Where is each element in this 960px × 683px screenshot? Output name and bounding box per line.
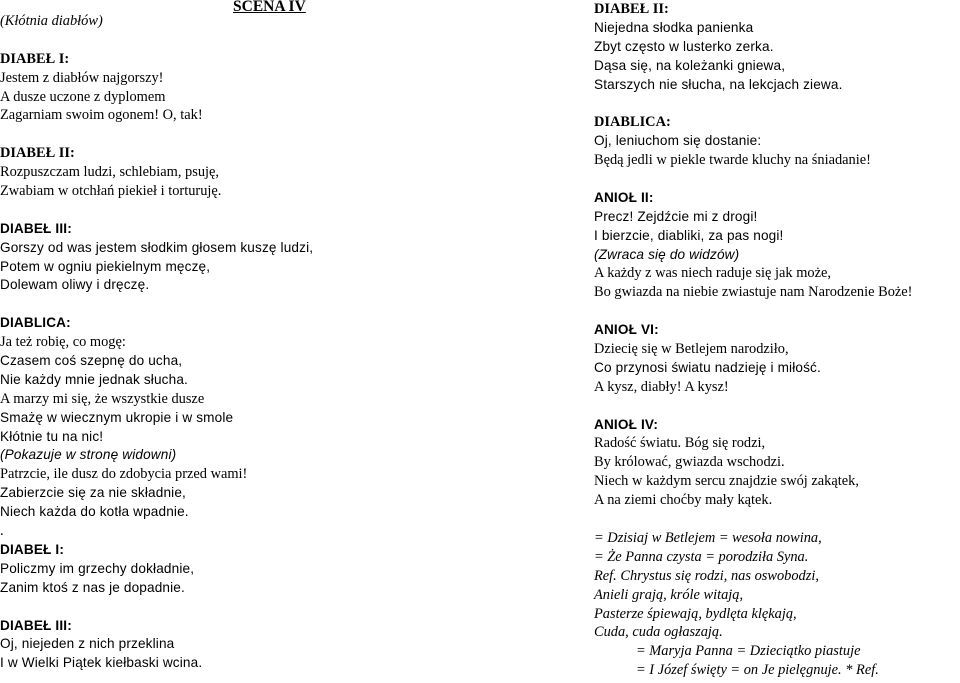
dialogue-line: By królować, gwiazda wschodzi. [594,454,785,471]
dialogue-block [594,416,960,510]
dialogue-line: . [0,523,4,540]
dialogue-line: A dusze uczone z dyplomem [0,88,166,105]
speaker-name: ANIOŁ IV: [594,416,659,432]
dialogue-line: Dolewam oliwy i dręczę. [0,277,150,293]
dialogue-line: Niejedna słodka panienka [594,19,754,35]
dialogue-line: Oj, niejeden z nich przeklina [0,636,175,652]
speaker-name: DIABEŁ III: [0,617,72,633]
dialogue-block [0,50,330,126]
carol-line: = Dzisiaj w Betlejem = wesoła nowina, [594,529,822,546]
right-column [594,0,960,680]
dialogue-line: Czasem coś szepnę do ucha, [0,353,183,369]
dialogue-line: Dziecię się w Betlejem narodziło, [594,341,789,358]
dialogue-block [594,189,960,302]
dialogue-line: Zabierzcie się za nie składnie, [0,485,186,501]
left-dialogue [0,50,330,673]
dialogue-line: I w Wielki Piątek kiełbaski wcina. [0,655,203,671]
dialogue-block [594,321,960,397]
speaker-name: DIABEŁ II: [594,1,669,17]
speaker-name: DIABLICA: [0,315,71,331]
carol-verse [594,529,960,680]
dialogue-line: Starszych nie słucha, na lekcjach ziewa. [594,76,843,92]
subtitle: (Kłótnia diabłów) [0,13,103,29]
dialogue-line: A na ziemi choćby mały kątek. [594,492,773,509]
dialogue-line: Radość światu. Bóg się rodzi, [594,435,766,452]
speaker-name: DIABEŁ I: [0,541,65,557]
speaker-name: ANIOŁ VI: [594,322,659,338]
dialogue-line: Precz! Zejdźcie mi z drogi! [594,208,758,224]
dialogue-line: A każdy z was niech raduje się jak może, [594,265,831,282]
dialogue-line: Niech każda do kotła wpadnie. [0,504,189,520]
dialogue-block [0,617,330,674]
carol-line: Ref. Chrystus się rodzi, nas oswobodzi, [594,567,819,584]
dialogue-block [594,113,960,170]
dialogue-line: Gorszy od was jestem słodkim głosem kuszę ludzi, [0,239,314,255]
dialogue-line: A marzy mi się, że wszystkie dusze [0,390,205,407]
dialogue-block [0,541,330,598]
carol-line: Pasterze śpiewają, bydlęta klękają, [594,605,797,622]
speaker-name: DIABEŁ I: [0,50,70,67]
carol-line: Anieli grają, króle witają, [594,586,744,603]
speaker-name: DIABLICA: [594,114,671,131]
carol-line: = Maryja Panna = Dzieciątko piastuje [636,643,861,660]
dialogue-line: Smażę w wiecznym ukropie i w smole [0,409,234,425]
dialogue-line: Co przynosi światu nadzieję i miłość. [594,359,821,375]
scene-title: SCENA IV [233,0,306,15]
dialogue-block [0,144,330,201]
carol-line: Cuda, cuda ogłaszają. [594,624,723,641]
dialogue-block [0,314,330,541]
carol-line: = I Józef święty = on Je pielęgnuje. * Ref. [636,662,879,679]
dialogue-line: Bo gwiazda na niebie zwiastuje nam Narodzenie Boże! [594,284,913,301]
dialogue-line: Rozpuszczam ludzi, schlebiam, psuję, [0,164,219,181]
left-column [0,0,330,673]
speaker-name: ANIOŁ II: [594,189,654,205]
dialogue-line: Potem w ogniu piekielnym męczę, [0,258,211,274]
dialogue-line: Jestem z diabłów najgorszy! [0,69,164,86]
dialogue-line: I bierzcie, diabliki, za pas nogi! [594,227,784,243]
right-dialogue [594,0,960,529]
speaker-name: DIABEŁ III: [0,220,72,236]
dialogue-line: Oj, leniuchom się dostanie: [594,133,762,149]
dialogue-line: Kłótnie tu na nic! [0,428,104,444]
speaker-name: DIABEŁ II: [0,145,75,162]
dialogue-line: Dąsa się, na koleżanki gniewa, [594,57,786,73]
dialogue-line: Ja też robię, co mogę: [0,334,126,351]
dialogue-line: (Pokazuje w stronę widowni) [0,447,177,463]
dialogue-line: A kysz, diabły! A kysz! [594,378,729,395]
dialogue-line: Policzmy im grzechy dokładnie, [0,560,195,576]
dialogue-line: Patrzcie, ile dusz do zdobycia przed wami! [0,466,248,483]
dialogue-line: Zwabiam w otchłań piekieł i torturuję. [0,183,222,200]
dialogue-line: Niech w każdym sercu znajdzie swój zakątek, [594,473,859,490]
dialogue-block [594,0,960,94]
dialogue-line: (Zwraca się do widzów) [594,246,740,262]
dialogue-line: Zbyt często w lusterko zerka. [594,38,774,54]
dialogue-line: Zanim ktoś z nas je dopadnie. [0,579,185,595]
dialogue-line: Zagarniam swoim ogonem! O, tak! [0,107,203,124]
carol-line: = Że Panna czysta = porodziła Syna. [594,548,809,565]
dialogue-block [0,220,330,296]
dialogue-line: Będą jedli w piekle twarde kluchy na śniadanie! [594,152,871,169]
dialogue-line: Nie każdy mnie jednak słucha. [0,371,188,387]
